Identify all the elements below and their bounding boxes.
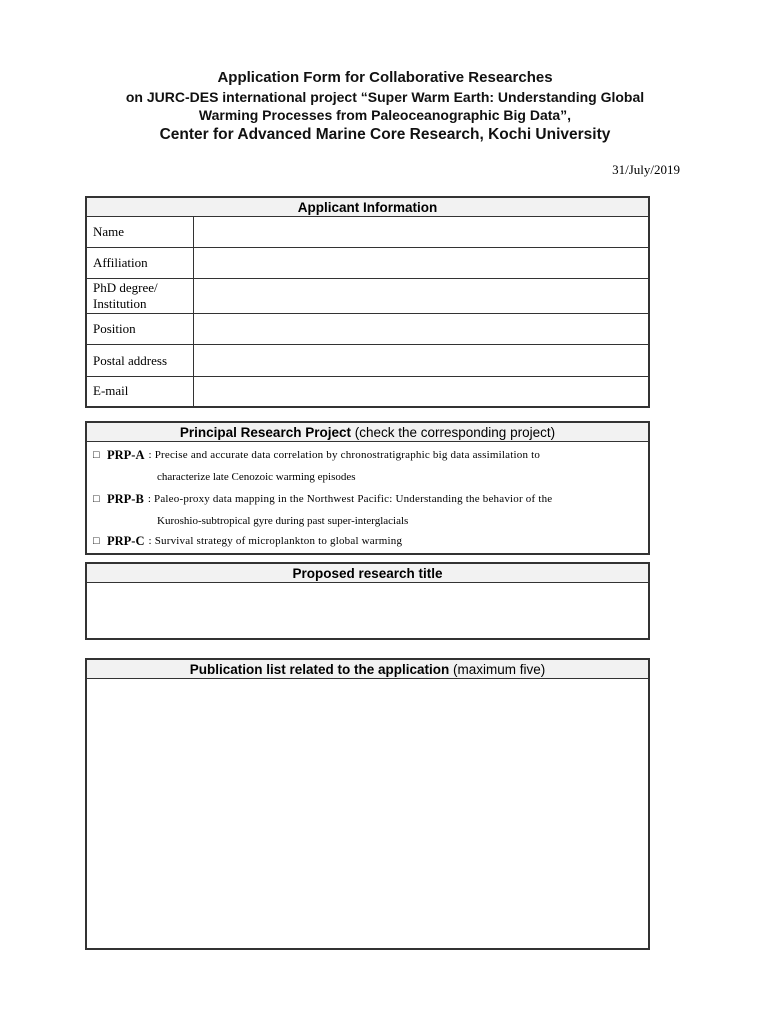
postal-address-label: Postal address: [86, 345, 194, 377]
prp-list: [86, 442, 649, 555]
position-label: Position: [86, 314, 194, 345]
form-header: [60, 68, 710, 146]
phd-institution-field[interactable]: [194, 279, 650, 314]
header-line-1: Application Form for Collaborative Researches: [217, 69, 553, 86]
position-field[interactable]: [194, 314, 650, 345]
name-label: Name: [86, 217, 194, 248]
applicant-info-heading: Applicant Information: [86, 197, 649, 217]
prp-c-desc: : Survival strategy of microplankton to global warming: [148, 535, 403, 547]
header-line-2: on JURC-DES international project “Super Warm Earth: Understanding Global: [125, 89, 645, 105]
research-title-field[interactable]: [86, 583, 649, 639]
publication-heading-text: Publication list related to the application: [189, 661, 450, 677]
publication-heading-note: (maximum five): [453, 661, 546, 677]
prp-heading-note: (check the corresponding project): [354, 424, 556, 440]
phd-label-line1: PhD degree/: [93, 280, 158, 295]
applicant-info-table: [85, 196, 650, 408]
prp-item-a[interactable]: [93, 444, 642, 466]
name-field[interactable]: [194, 217, 650, 248]
affiliation-field[interactable]: [194, 248, 650, 279]
email-label: E-mail: [86, 377, 194, 407]
research-title-table: [85, 562, 650, 640]
checkbox-icon[interactable]: □: [93, 493, 100, 505]
prp-table: [85, 421, 650, 555]
research-title-heading: Proposed research title: [86, 563, 649, 583]
checkbox-icon[interactable]: □: [93, 449, 100, 461]
phd-label-line2: Institution: [93, 296, 147, 311]
prp-b-code: PRP-B: [107, 492, 144, 506]
prp-a-code: PRP-A: [107, 448, 145, 462]
affiliation-label: Affiliation: [86, 248, 194, 279]
prp-heading: [86, 422, 649, 442]
prp-item-c[interactable]: [93, 532, 642, 550]
checkbox-icon[interactable]: □: [93, 535, 100, 547]
publication-list-heading: [86, 659, 649, 679]
prp-c-code: PRP-C: [107, 534, 145, 548]
publication-list-field[interactable]: [86, 679, 649, 949]
form-date: 31/July/2019: [612, 162, 680, 177]
header-line-3: Warming Processes from Paleoceanographic Big Data”,: [198, 107, 572, 123]
prp-item-b[interactable]: [93, 488, 642, 510]
publication-list-table: [85, 658, 650, 950]
prp-b-desc: : Paleo-proxy data mapping in the Northwest Pacific: Understanding the behavior of the: [147, 493, 553, 505]
phd-institution-label: [86, 279, 194, 314]
prp-b-desc-cont: Kuroshio-subtropical gyre during past super-interglacials: [157, 515, 409, 527]
prp-a-desc: : Precise and accurate data correlation by chronostratigraphic big data assimilation to: [148, 449, 541, 461]
email-field[interactable]: [194, 377, 650, 407]
prp-heading-text: Principal Research Project: [179, 424, 351, 440]
postal-address-field[interactable]: [194, 345, 650, 377]
header-line-4: Center for Advanced Marine Core Research, Kochi University: [159, 126, 611, 143]
prp-a-desc-cont: characterize late Cenozoic warming episodes: [157, 471, 356, 483]
